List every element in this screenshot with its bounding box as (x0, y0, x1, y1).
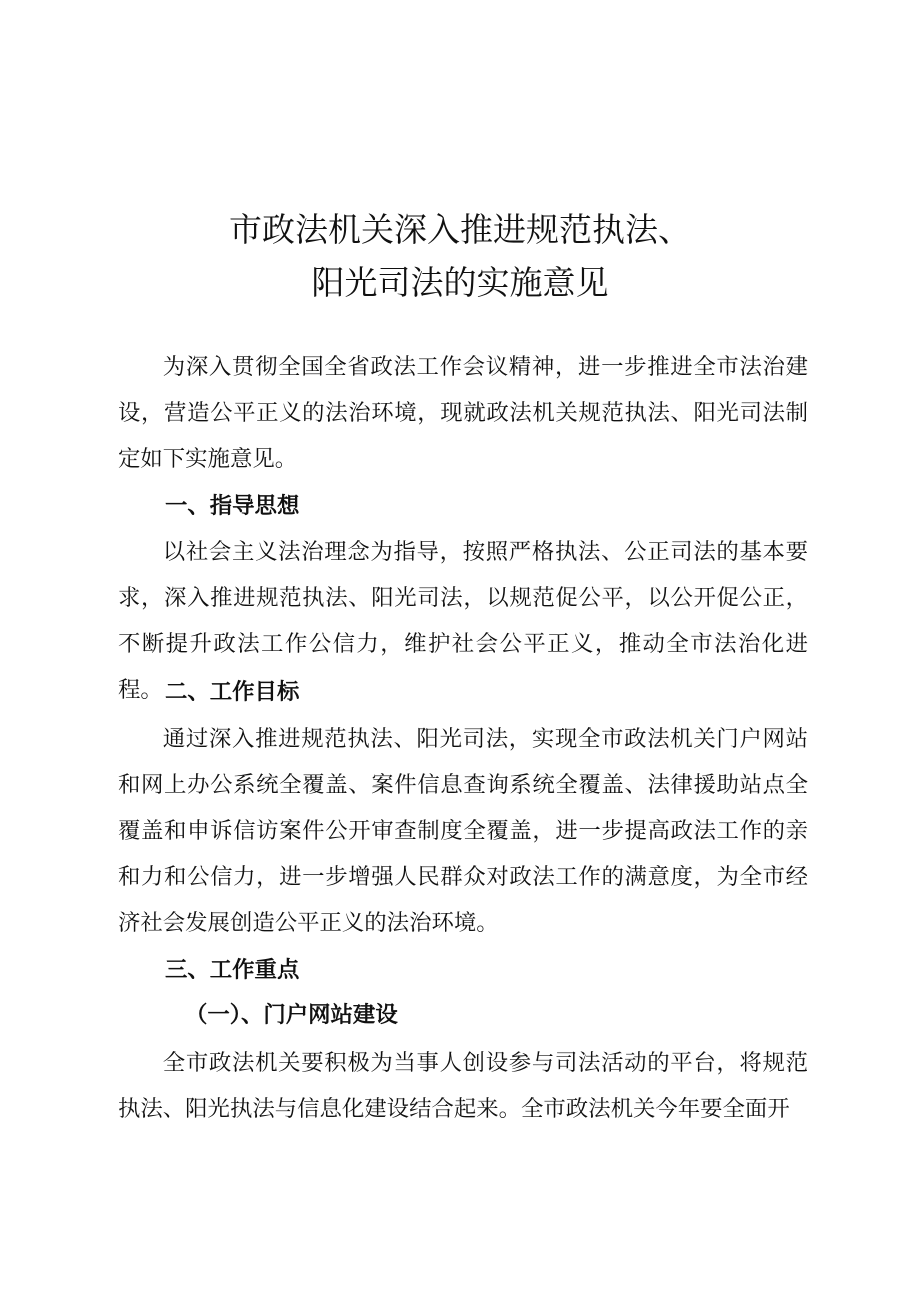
section-heading-work-focus: 三、工作重点 (165, 957, 300, 983)
document-title-line-1: 市政法机关深入推进规范执法、 (229, 210, 691, 249)
document-title-line-2: 阳光司法的实施意见 (311, 263, 609, 302)
section-body-guiding-thought: 以社会主义法治理念为指导，按照严格执法、公正司法的基本要求，深入推进规范执法、阳光司法，以规范促公平，以公开促公正，不断提升政法工作公信力，维护社会公平正义，推动全市法治化进程。 (118, 539, 808, 703)
section-body-work-goals: 通过深入推进规范执法、阳光司法，实现全市政法机关门户网站和网上办公系统全覆盖、案件信息查询系统全覆盖、法律援助站点全覆盖和申诉信访案件公开审查制度全覆盖，进一步提高政法工作的亲和力和公信力，进一步增强人民群众对政法工作的满意度，为全市经济社会发展创造公平正义的法治环境。 (118, 726, 808, 936)
section-body-portal-website: 全市政法机关要积极为当事人创设参与司法活动的平台，将规范执法、阳光执法与信息化建设结合起来。全市政法机关今年要全面开 (118, 1050, 808, 1122)
intro-paragraph: 为深入贯彻全国全省政法工作会议精神，进一步推进全市法治建设，营造公平正义的法治环境，现就政法机关规范执法、阳光司法制定如下实施意见。 (118, 354, 808, 472)
section-heading-guiding-thought: 一、指导思想 (165, 493, 300, 519)
section-heading-work-goals: 二、工作目标 (165, 679, 300, 705)
subsection-heading-portal-website: （一）、门户网站建设 (185, 1002, 398, 1028)
